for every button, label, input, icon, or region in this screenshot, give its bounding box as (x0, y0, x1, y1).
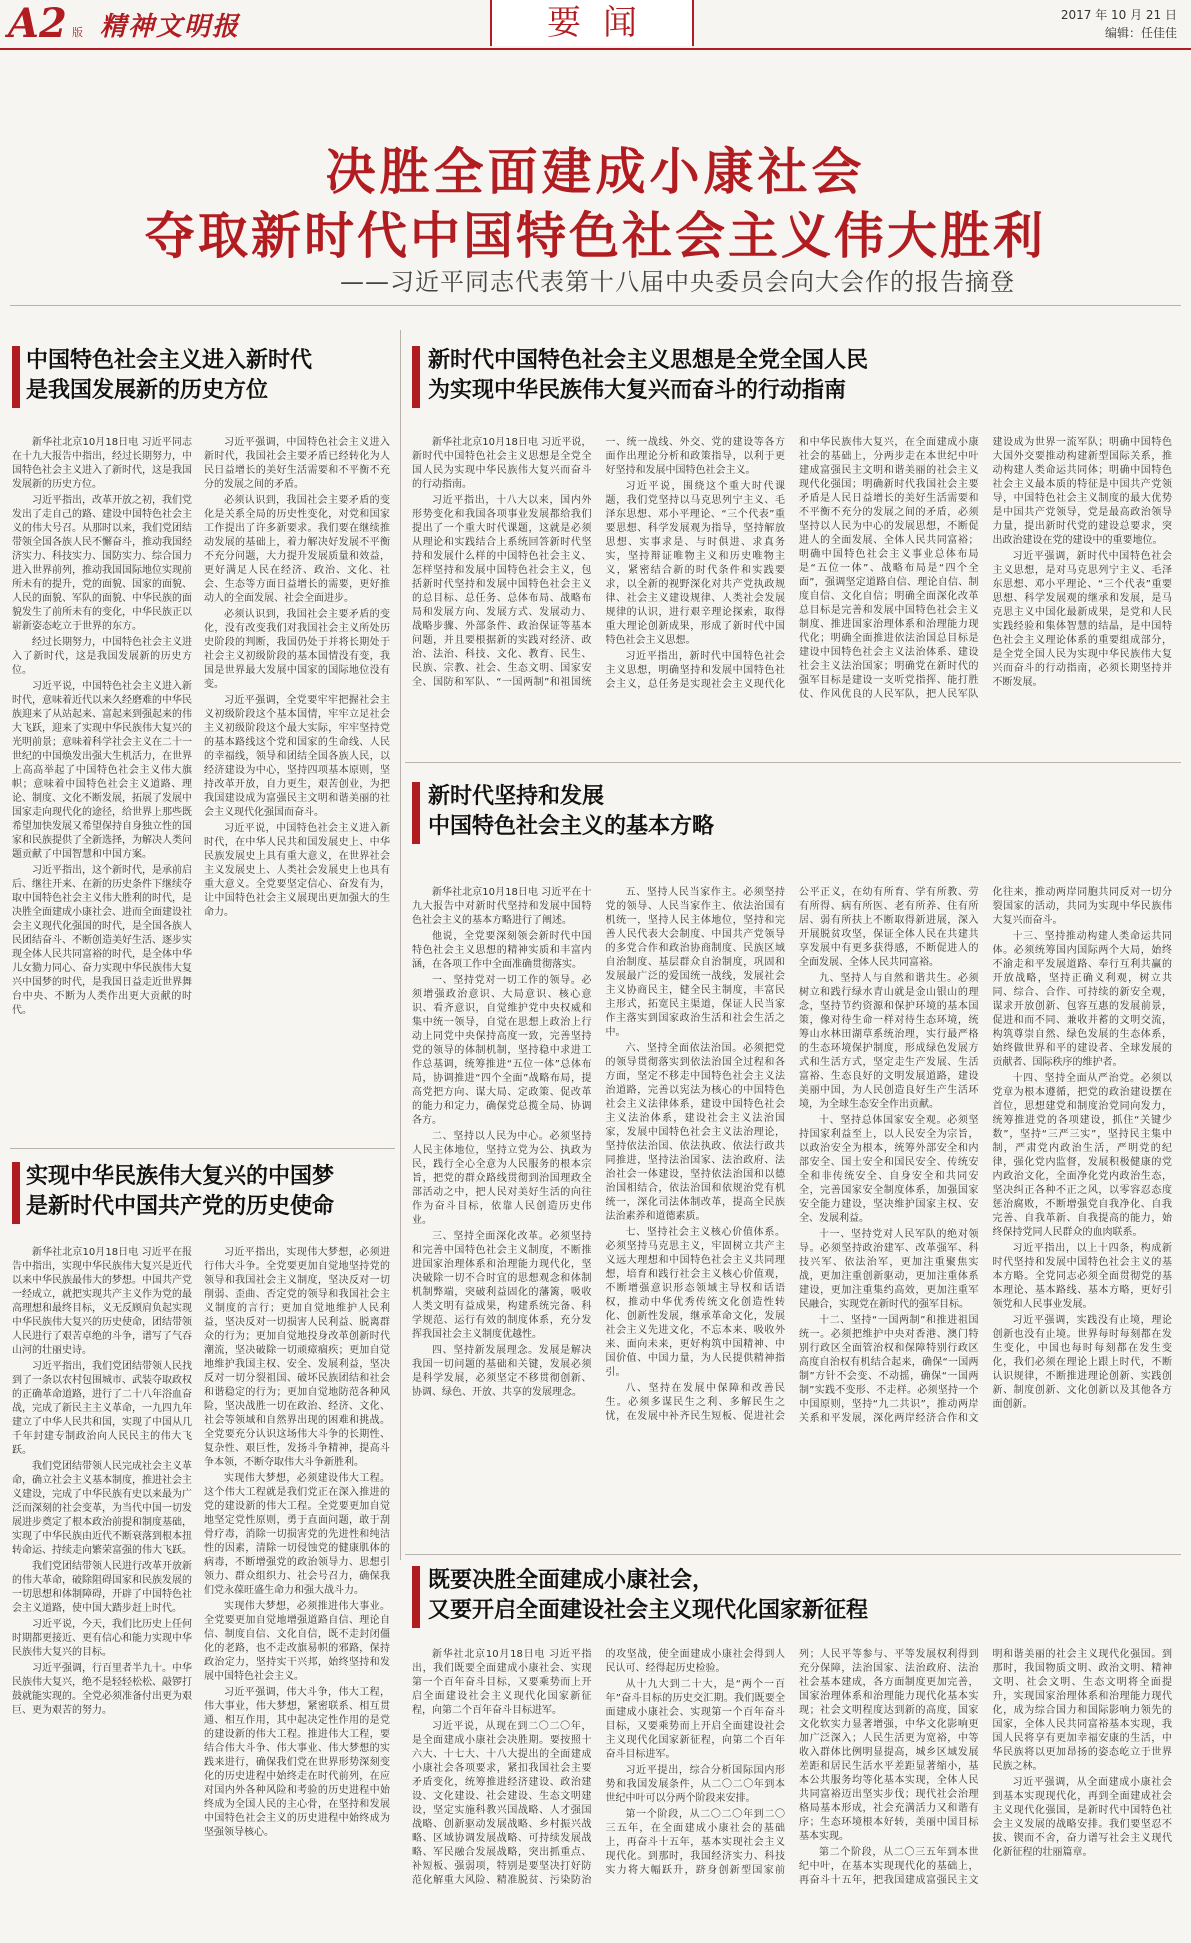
newspaper-name: 精神文明报 (100, 12, 241, 42)
paragraph: 习近平强调，中国特色社会主义进入新时代，我国社会主要矛盾已经转化为人民日益增长的美好生活需要和不平衡不充分的发展之间的矛盾。 (204, 437, 390, 490)
paragraph: 实现伟大梦想，必须推进伟大事业。全党要更加自觉地增强道路自信、理论自信、制度自信、文化自信，既不走封闭僵化的老路，也不走改旗易帜的邪路，保持政治定力，坚持实干兴邦，始终坚持和发展中国特色社会主义。 (204, 1601, 390, 1682)
paragraph: 第一个阶段，从二〇二〇年到二〇三五年，在全面建成小康社会的基础上，再奋斗十五年，基本实现社会主义现代化。到那时，我国经济实力、科技实力将大幅跃升，跻身创新型国家前列；人民平等参与、平等发展权利得到充分保障，法治国家、法治政府、法治社会基本建成，各方面制度更加完善，国家治理体系和治理能力现代化基本实现；社会文明程度达到新的高度，国家文化软实力显著增强，中华文化影响更加广泛深入；人民生活更为宽裕，中等收入群体比例明显提高，城乡区域发展差距和居民生活水平差距显著缩小，基本公共服务均等化基本实现，全体人民共同富裕迈出坚实步伐；现代社会治理格局基本形成，社会充满活力又和谐有序；生态环境根本好转，美丽中国目标基本实现。 (605, 1649, 979, 1876)
paragraph: 十三、坚持推动构建人类命运共同体。必须统筹国内国际两个大局，始终不渝走和平发展道路、奉行互利共赢的开放战略，坚持正确义利观，树立共同、综合、合作、可持续的新安全观，谋求开放创新、包容互惠的发展前景，促进和而不同、兼收并蓄的文明交流，构筑尊崇自然、绿色发展的生态体系，始终做世界和平的建设者、全球发展的贡献者、国际秩序的维护者。 (992, 931, 1172, 1068)
paragraph: 他说，全党要深刻领会新时代中国特色社会主义思想的精神实质和丰富内涵，在各项工作中全面准确贯彻落实。 (412, 931, 592, 970)
section-2-title (26, 1162, 334, 1222)
section-3-marker (412, 346, 420, 408)
paragraph: 习近平指出，改革开放之初，我们党发出了走自己的路、建设中国特色社会主义的伟大号召。从那时以来，我们党团结带领全国各族人民不懈奋斗，推动我国经济实力、科技实力、国防实力、综合国力进入世界前列，推动我国国际地位实现前所未有的提升，党的面貌、国家的面貌、人民的面貌、军队的面貌、中华民族的面貌发生了前所未有的变化，中华民族正以崭新姿态屹立于世界的东方。 (12, 495, 192, 632)
paragraph: 九、坚持人与自然和谐共生。必须树立和践行绿水青山就是金山银山的理念，坚持节约资源和保护环境的基本国策，像对待生命一样对待生态环境，统筹山水林田湖草系统治理，实行最严格的生态环境保护制度，形成绿色发展方式和生活方式，坚定走生产发展、生活富裕、生态良好的文明发展道路，建设美丽中国，为人民创造良好生产生活环境，为全球生态安全作出贡献。 (799, 973, 979, 1110)
section-2-marker (12, 1162, 20, 1224)
paragraph: 我们党团结带领人民进行改革开放新的伟大革命，破除阻碍国家和民族发展的一切思想和体制障碍，开辟了中国特色社会主义道路，使中国大踏步赶上时代。 (12, 1561, 192, 1614)
paragraph: 十一、坚持党对人民军队的绝对领导。必须坚持政治建军、改革强军、科技兴军、依法治军，更加注重聚焦实战，更加注重创新驱动，更加注重体系建设，更加注重集约高效，更加注重军民融合，实现党在新时代的强军目标。 (799, 1229, 979, 1310)
paragraph: 十二、坚持“一国两制”和推进祖国统一。必须把维护中央对香港、澳门特别行政区全面管治权和保障特别行政区高度自治权有机结合起来，确保“一国两制”方针不会变、不动摇，确保“一国两制”实践不变形、不走样。必须坚持一个中国原则，坚持“九二共识”，推动两岸关系和平发展，深化两岸经济合作和文化往来，推动两岸同胞共同反对一切分裂国家的活动，共同为实现中华民族伟大复兴而奋斗。 (799, 887, 1172, 1424)
paragraph: 经过长期努力，中国特色社会主义进入了新时代，这是我国发展新的历史方位。 (12, 637, 192, 676)
paragraph: 习近平指出，这个新时代，是承前启后、继往开来、在新的历史条件下继续夺取中国特色社会主义伟大胜利的时代，是决胜全面建成小康社会、进而全面建设社会主义现代化强国的时代，是全国各族人民团结奋斗、不断创造美好生活、逐步实现全体人民共同富裕的时代，是全体中华儿女勠力同心、奋力实现中华民族伟大复兴中国梦的时代，是我国日益走近世界舞台中央、不断为人类作出更大贡献的时代。 (12, 865, 192, 1016)
paragraph: 新华社北京10月18日电 习近平在报告中指出，实现中华民族伟大复兴是近代以来中华民族最伟大的梦想。中国共产党一经成立，就把实现共产主义作为党的最高理想和最终目标，义无反顾肩负起实现中华民族伟大复兴的历史使命，团结带领人民进行了艰苦卓绝的斗争，谱写了气吞山河的壮丽史诗。 (12, 1247, 192, 1356)
paragraph: 三、坚持全面深化改革。必须坚持和完善中国特色社会主义制度，不断推进国家治理体系和治理能力现代化，坚决破除一切不合时宜的思想观念和体制机制弊端，突破利益固化的藩篱，吸收人类文明有益成果，构建系统完备、科学规范、运行有效的制度体系，充分发挥我国社会主义制度优越性。 (412, 1231, 592, 1340)
section-5-marker (412, 1566, 420, 1628)
section-4-marker (412, 782, 420, 844)
editor-credit: 编辑：任佳佳 (1104, 26, 1177, 40)
paragraph: 新华社北京10月18日电 习近平在十九大报告中对新时代坚持和发展中国特色社会主义的基本方略进行了阐述。 (412, 887, 592, 926)
paragraph: 习近平提出，综合分析国际国内形势和我国发展条件，从二〇二〇年到本世纪中叶可以分两个阶段来安排。 (605, 1765, 785, 1804)
paragraph: 习近平强调，全党要牢牢把握社会主义初级阶段这个基本国情，牢牢立足社会主义初级阶段这个最大实际，牢牢坚持党的基本路线这个党和国家的生命线、人民的幸福线，领导和团结全国各族人民，以经济建设为中心，坚持四项基本原则，坚持改革开放，自力更生，艰苦创业，为把我国建设成为富强民主文明和谐美丽的社会主义现代化强国而奋斗。 (204, 695, 390, 818)
paragraph: 新华社北京10月18日电 习近平说，新时代中国特色社会主义思想是全党全国人民为实现中华民族伟大复兴而奋斗的行动指南。 (412, 437, 592, 490)
section-divider (405, 1554, 1181, 1555)
paragraph: 习近平强调，从全面建成小康社会到基本实现现代化，再到全面建成社会主义现代化强国，是新时代中国特色社会主义发展的战略安排。我们要坚忍不拔、锲而不舍，奋力谱写社会主义现代化新征程的壮丽篇章。 (992, 1777, 1172, 1858)
section-5-title (428, 1566, 868, 1626)
paragraph: 习近平说，今天，我们比历史上任何时期都更接近、更有信心和能力实现中华民族伟大复兴的目标。 (12, 1619, 192, 1658)
paragraph: 新华社北京10月18日电 习近平指出，我们既要全面建成小康社会、实现第一个百年奋斗目标，又要乘势而上开启全面建设社会主义现代化国家新征程，向第二个百年奋斗目标进军。 (412, 1649, 592, 1716)
section-name: 要闻 (547, 3, 659, 43)
paragraph: 习近平说，中国特色社会主义进入新时代，在中华人民共和国发展史上、中华民族发展史上具有重大意义，在世界社会主义发展史上、人类社会发展史上也具有重大意义。全党要坚定信心、奋发有为，让中国特色社会主义展现出更加强大的生命力。 (204, 823, 390, 918)
section-5-body (412, 1648, 1172, 1934)
section-1-marker (12, 346, 20, 408)
page-number: A2 (8, 0, 67, 47)
section-2-title-line-2: 是新时代中国共产党的历史使命 (26, 1194, 335, 1219)
section-4-title-line-1: 新时代坚持和发展 (428, 784, 605, 809)
paragraph: 必须认识到，我国社会主要矛盾的变化是关系全局的历史性变化，对党和国家工作提出了许多新要求。我们要在继续推动发展的基础上，着力解决好发展不平衡不充分问题，大力提升发展质量和效益，更好满足人民在经济、政治、文化、社会、生态等方面日益增长的需要，更好推动人的全面发展、社会全面进步。 (204, 495, 390, 604)
section-3-title-line-1: 新时代中国特色社会主义思想是全党全国人民 (428, 348, 869, 373)
paragraph: 我们党团结带领人民完成社会主义革命，确立社会主义基本制度，推进社会主义建设，完成了中华民族有史以来最为广泛而深刻的社会变革，为当代中国一切发展进步奠定了根本政治前提和制度基础，实现了中华民族由近代不断衰落到根本扭转命运、持续走向繁荣富强的伟大飞跃。 (12, 1461, 192, 1556)
paragraph: 习近平指出，我们党团结带领人民找到了一条以农村包围城市、武装夺取政权的正确革命道路，进行了二十八年浴血奋战，完成了新民主主义革命，一九四九年建立了中华人民共和国，实现了中国从几千年封建专制政治向人民民主的伟大飞跃。 (12, 1361, 192, 1456)
paragraph: 习近平说，从现在到二〇二〇年，是全面建成小康社会决胜期。要按照十六大、十七大、十八大提出的全面建成小康社会各项要求，紧扣我国社会主要矛盾变化，统筹推进经济建设、政治建设、文化建设、社会建设、生态文明建设，坚定实施科教兴国战略、人才强国战略、创新驱动发展战略、乡村振兴战略、区域协调发展战略、可持续发展战略、军民融合发展战略，突出抓重点、补短板、强弱项，特别是要坚决打好防范化解重大风险、精准脱贫、污染防治的攻坚战，使全面建成小康社会得到人民认可、经得起历史检验。 (412, 1649, 785, 1886)
paragraph: 习近平强调，行百里者半九十。中华民族伟大复兴，绝不是轻轻松松、敲锣打鼓就能实现的。全党必须准备付出更为艰巨、更为艰苦的努力。 (12, 1663, 192, 1716)
section-3-body (412, 436, 1172, 736)
masthead (0, 0, 1191, 50)
section-divider (10, 1148, 395, 1149)
paragraph: 二、坚持以人民为中心。必须坚持人民主体地位，坚持立党为公、执政为民，践行全心全意为人民服务的根本宗旨，把党的群众路线贯彻到治国理政全部活动之中，把人民对美好生活的向往作为奋斗目标，依靠人民创造历史伟业。 (412, 1131, 592, 1226)
section-divider (405, 762, 1181, 763)
paragraph: 四、坚持新发展理念。发展是解决我国一切问题的基础和关键，发展必须是科学发展，必须坚定不移贯彻创新、协调、绿色、开放、共享的发展理念。 (412, 1345, 592, 1398)
section-1-title (26, 346, 312, 406)
paragraph: 六、坚持全面依法治国。必须把党的领导贯彻落实到依法治国全过程和各方面，坚定不移走中国特色社会主义法治道路，完善以宪法为核心的中国特色社会主义法律体系，建设中国特色社会主义法治体系，建设社会主义法治国家，发展中国特色社会主义法治理论，坚持依法治国、依法执政、依法行政共同推进，坚持法治国家、法治政府、法治社会一体建设，坚持依法治国和以德治国相结合，依法治国和依规治党有机统一，深化司法体制改革，提高全民族法治素养和道德素质。 (605, 1043, 785, 1222)
section-4-title-line-2: 中国特色社会主义的基本方略 (428, 814, 715, 839)
paragraph: 习近平说，中国特色社会主义进入新时代，意味着近代以来久经磨难的中华民族迎来了从站起来、富起来到强起来的伟大飞跃，迎来了实现中华民族伟大复兴的光明前景；意味着科学社会主义在二十一世纪的中国焕发出强大生机活力，在世界上高高举起了中国特色社会主义伟大旗帜；意味着中国特色社会主义道路、理论、制度、文化不断发展，拓展了发展中国家走向现代化的途径，给世界上那些既希望加快发展又希望保持自身独立性的国家和民族提供了全新选择，为解决人类问题贡献了中国智慧和中国方案。 (12, 681, 192, 860)
paragraph: 习近平指出，新时代中国特色社会主义思想，明确坚持和发展中国特色社会主义，总任务是实现社会主义现代化和中华民族伟大复兴，在全面建成小康社会的基础上，分两步走在本世纪中叶建成富强民主文明和谐美丽的社会主义现代化强国；明确新时代我国社会主要矛盾是人民日益增长的美好生活需要和不平衡不充分的发展之间的矛盾，必须坚持以人民为中心的发展思想，不断促进人的全面发展、全体人民共同富裕；明确中国特色社会主义事业总体布局是“五位一体”、战略布局是“四个全面”，强调坚定道路自信、理论自信、制度自信、文化自信；明确全面深化改革总目标是完善和发展中国特色社会主义制度、推进国家治理体系和治理能力现代化；明确全面推进依法治国总目标是建设中国特色社会主义法治体系、建设社会主义法治国家；明确党在新时代的强军目标是建设一支听党指挥、能打胜仗、作风优良的人民军队，把人民军队建设成为世界一流军队；明确中国特色大国外交要推动构建新型国际关系，推动构建人类命运共同体；明确中国特色社会主义最本质的特征是中国共产党领导，中国特色社会主义制度的最大优势是中国共产党领导，党是最高政治领导力量，提出新时代党的建设总要求，突出政治建设在党的建设中的重要地位。 (605, 437, 1172, 700)
section-3-title-line-2: 为实现中华民族伟大复兴而奋斗的行动指南 (428, 378, 847, 403)
section-4-body (412, 886, 1172, 1536)
section-3-title (428, 346, 868, 406)
paragraph: 习近平强调，新时代中国特色社会主义思想，是对马克思列宁主义、毛泽东思想、邓小平理论、“三个代表”重要思想、科学发展观的继承和发展，是马克思主义中国化最新成果，是党和人民实践经验和集体智慧的结晶，是中国特色社会主义理论体系的重要组成部分，是全党全国人民为实现中华民族伟大复兴而奋斗的行动指南，必须长期坚持并不断发展。 (992, 551, 1172, 688)
main-headline-line-2: 夺取新时代中国特色社会主义伟大胜利 (145, 207, 1046, 265)
paragraph: 从十九大到二十大，是“两个一百年”奋斗目标的历史交汇期。我们既要全面建成小康社会、实现第一个百年奋斗目标，又要乘势而上开启全面建设社会主义现代化国家新征程，向第二个百年奋斗目标进军。 (605, 1679, 785, 1760)
section-2-column-1 (12, 1246, 192, 1936)
paragraph: 新华社北京10月18日电 习近平同志在十九大报告中指出，经过长期努力，中国特色社会主义进入了新时代，这是我国发展新的历史方位。 (12, 437, 192, 490)
paragraph: 习近平指出，十八大以来，国内外形势变化和我国各项事业发展都给我们提出了一个重大时代课题，这就是必须从理论和实践结合上系统回答新时代坚持和发展什么样的中国特色社会主义、怎样坚持和发展中国特色社会主义，包括新时代坚持和发展中国特色社会主义的总目标、总任务、总体布局、战略布局和发展方向、发展方式、发展动力、战略步骤、外部条件、政治保证等基本问题，并且要根据新的实践对经济、政治、法治、科技、文化、教育、民生、民族、宗教、社会、生态文明、国家安全、国防和军队、“一国两制”和祖国统一、统一战线、外交、党的建设等各方面作出理论分析和政策指导，以利于更好坚持和发展中国特色社会主义。 (412, 437, 785, 688)
section-1-title-line-2: 是我国发展新的历史方位 (26, 378, 269, 403)
paragraph: 五、坚持人民当家作主。必须坚持党的领导、人民当家作主、依法治国有机统一，坚持人民主体地位，坚持和完善人民代表大会制度、中国共产党领导的多党合作和政治协商制度、民族区域自治制度、基层群众自治制度，巩固和发展最广泛的爱国统一战线，发展社会主义协商民主，健全民主制度，丰富民主形式，拓宽民主渠道，保证人民当家作主落实到国家政治生活和社会生活之中。 (605, 887, 785, 1038)
publication-date: 2017 年 10 月 21 日 (1060, 8, 1177, 22)
section-2-title-line-1: 实现中华民族伟大复兴的中国梦 (26, 1164, 335, 1189)
paragraph: 七、坚持社会主义核心价值体系。必须坚持马克思主义，牢固树立共产主义远大理想和中国特色社会主义共同理想，培育和践行社会主义核心价值观，不断增强意识形态领域主导权和话语权，推动中华优秀传统文化创造性转化、创新性发展，继承革命文化，发展社会主义先进文化，不忘本来、吸收外来、面向未来，更好构筑中国精神、中国价值、中国力量，为人民提供精神指引。 (605, 1227, 785, 1378)
section-5-title-line-2: 又要开启全面建设社会主义现代化国家新征程 (428, 1598, 869, 1623)
section-1-title-line-1: 中国特色社会主义进入新时代 (26, 348, 313, 373)
paragraph: 习近平指出，以上十四条，构成新时代坚持和发展中国特色社会主义的基本方略。全党同志必须全面贯彻党的基本理论、基本路线、基本方略，更好引领党和人民事业发展。 (992, 1243, 1172, 1310)
paragraph: 习近平指出，实现伟大梦想，必须进行伟大斗争。全党要更加自觉地坚持党的领导和我国社会主义制度，坚决反对一切削弱、歪曲、否定党的领导和我国社会主义制度的言行；更加自觉地维护人民利益，坚决反对一切损害人民利益、脱离群众的行为；更加自觉地投身改革创新时代潮流，坚决破除一切顽瘴痼疾；更加自觉地维护我国主权、安全、发展利益，坚决反对一切分裂祖国、破坏民族团结和社会和谐稳定的行为；更加自觉地防范各种风险，坚决战胜一切在政治、经济、文化、社会等领域和自然界出现的困难和挑战。全党要充分认识这场伟大斗争的长期性、复杂性、艰巨性，发扬斗争精神，提高斗争本领，不断夺取伟大斗争新胜利。 (204, 1247, 390, 1468)
paragraph: 实现伟大梦想，必须建设伟大工程。这个伟大工程就是我们党正在深入推进的党的建设新的伟大工程。全党要更加自觉地坚定党性原则，勇于直面问题，敢于刮骨疗毒，消除一切损害党的先进性和纯洁性的因素，清除一切侵蚀党的健康肌体的病毒，不断增强党的政治领导力、思想引领力、群众组织力、社会号召力，确保我们党永葆旺盛生命力和强大战斗力。 (204, 1473, 390, 1596)
paragraph: 十、坚持总体国家安全观。必须坚持国家利益至上，以人民安全为宗旨，以政治安全为根本，统筹外部安全和内部安全、国土安全和国民安全、传统安全和非传统安全、自身安全和共同安全，完善国家安全制度体系，加强国家安全能力建设，坚决维护国家主权、安全、发展利益。 (799, 1115, 979, 1224)
paragraph: 习近平强调，伟大斗争，伟大工程，伟大事业，伟大梦想，紧密联系、相互贯通、相互作用，其中起决定性作用的是党的建设新的伟大工程。推进伟大工程，要结合伟大斗争、伟大事业、伟大梦想的实践来进行，确保我们党在世界形势深刻变化的历史进程中始终走在时代前列，在应对国内外各种风险和考验的历史进程中始终成为全国人民的主心骨，在坚持和发展中国特色社会主义的历史进程中始终成为坚强领导核心。 (204, 1687, 390, 1838)
section-5-title-line-1: 既要决胜全面建成小康社会， (428, 1568, 715, 1593)
section-1-column-1 (12, 436, 192, 1136)
column-divider (400, 330, 401, 1560)
section-1-column-2 (204, 436, 390, 1136)
paragraph: 必须认识到，我国社会主要矛盾的变化，没有改变我们对我国社会主义所处历史阶段的判断，我国仍处于并将长期处于社会主义初级阶段的基本国情没有变，我国是世界最大发展中国家的国际地位没有变。 (204, 609, 390, 690)
section-4-title (428, 782, 714, 842)
page-number-suffix: 版 (72, 26, 83, 39)
paragraph: 十四、坚持全面从严治党。必须以党章为根本遵循，把党的政治建设摆在首位，思想建党和制度治党同向发力，统筹推进党的各项建设，抓住“关键少数”，坚持“三严三实”，坚持民主集中制，严肃党内政治生活，严明党的纪律，强化党内监督，发展积极健康的党内政治文化，全面净化党内政治生态，坚决纠正各种不正之风，以零容忍态度惩治腐败，不断增强党自我净化、自我完善、自我革新、自我提高的能力，始终保持党同人民群众的血肉联系。 (992, 1073, 1172, 1238)
section-label-box (490, 0, 694, 46)
paragraph: 第二个阶段，从二〇三五年到本世纪中叶，在基本实现现代化的基础上，再奋斗十五年，把我国建成富强民主文明和谐美丽的社会主义现代化强国。到那时，我国物质文明、政治文明、精神文明、社会文明、生态文明将全面提升，实现国家治理体系和治理能力现代化，成为综合国力和国际影响力领先的国家，全体人民共同富裕基本实现，我国人民将享有更加幸福安康的生活，中华民族将以更加昂扬的姿态屹立于世界民族之林。 (799, 1649, 1172, 1886)
headline-subtitle: ——习近平同志代表第十八届中央委员会向大会作的报告摘登 (340, 268, 1015, 296)
headline-divider (10, 305, 1181, 306)
paragraph: 习近平说，围绕这个重大时代课题，我们党坚持以马克思列宁主义、毛泽东思想、邓小平理论、“三个代表”重要思想、科学发展观为指导，坚持解放思想、实事求是、与时俱进、求真务实，坚持辩证唯物主义和历史唯物主义，紧密结合新的时代条件和实践要求，以全新的视野深化对共产党执政规律、社会主义建设规律、人类社会发展规律的认识，进行艰辛理论探索，取得重大理论创新成果，形成了新时代中国特色社会主义思想。 (605, 481, 785, 646)
main-headline-line-1: 决胜全面建成小康社会 (325, 143, 866, 201)
paragraph: 一、坚持党对一切工作的领导。必须增强政治意识、大局意识、核心意识、看齐意识，自觉维护党中央权威和集中统一领导，自觉在思想上政治上行动上同党中央保持高度一致，完善坚持党的领导的体制机制，坚持稳中求进工作总基调，统筹推进“五位一体”总体布局，协调推进“四个全面”战略布局，提高党把方向、谋大局、定政策、促改革的能力和定力，确保党总揽全局、协调各方。 (412, 975, 592, 1126)
section-2-column-2 (204, 1246, 390, 1936)
paragraph: 习近平强调，实践没有止境，理论创新也没有止境。世界每时每刻都在发生变化，中国也每时每刻都在发生变化，我们必须在理论上跟上时代，不断认识规律，不断推进理论创新、实践创新、制度创新、文化创新以及其他各方面创新。 (992, 1315, 1172, 1410)
paragraph: 八、坚持在发展中保障和改善民生。必须多谋民生之利、多解民生之忧，在发展中补齐民生短板、促进社会公平正义，在幼有所育、学有所教、劳有所得、病有所医、老有所养、住有所居、弱有所扶上不断取得新进展，深入开展脱贫攻坚，保证全体人民在共建共享发展中有更多获得感，不断促进人的全面发展、全体人民共同富裕。 (605, 887, 979, 1422)
